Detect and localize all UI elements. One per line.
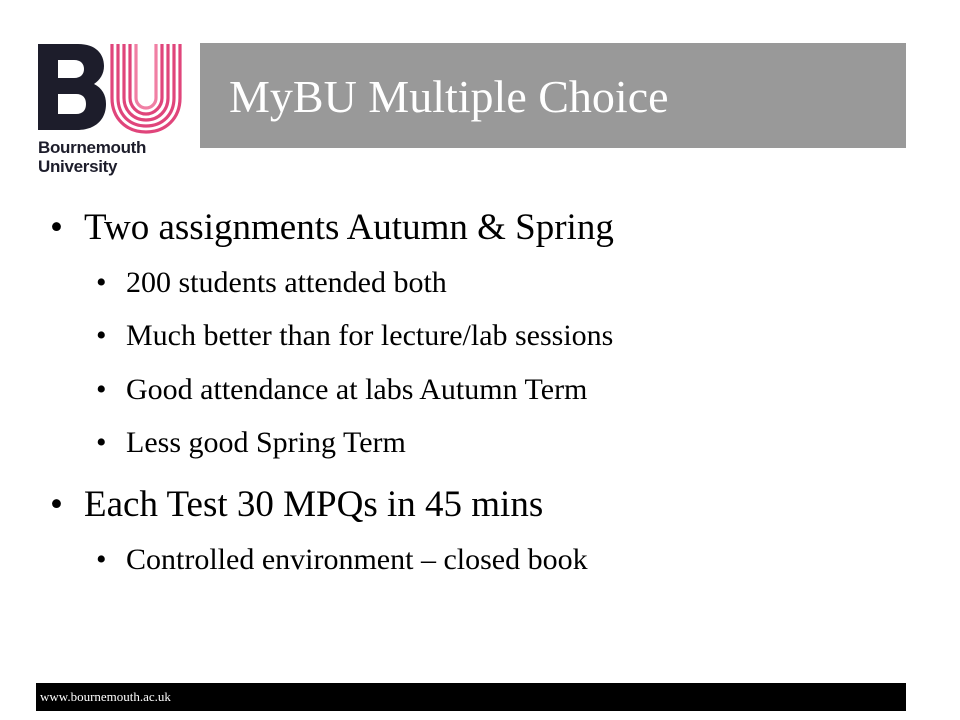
logo-text-line2: University <box>38 157 118 176</box>
bullet-dot-icon: • <box>50 207 63 248</box>
bullet-text: Less good Spring Term <box>126 426 406 459</box>
bullet-text: Controlled environment – closed book <box>126 543 588 576</box>
bullet-text: Much better than for lecture/lab sessions <box>126 319 614 352</box>
slide-title: MyBU Multiple Choice <box>229 71 669 122</box>
bullet-text: Good attendance at labs Autumn Term <box>126 373 588 406</box>
bullet-dot-icon: • <box>96 543 107 576</box>
bullet-dot-icon: • <box>96 266 107 299</box>
logo-text-line1: Bournemouth <box>38 138 147 157</box>
bullet-text: Two assignments Autumn & Spring <box>84 207 614 248</box>
bullet-text: Each Test 30 MPQs in 45 mins <box>84 484 544 525</box>
bullet-dot-icon: • <box>96 373 107 406</box>
bullet-dot-icon: • <box>96 426 107 459</box>
footer-bar <box>36 683 906 711</box>
bullet-dot-icon: • <box>96 319 107 352</box>
bullet-dot-icon: • <box>50 484 63 525</box>
footer-url: www.bournemouth.ac.uk <box>40 689 171 704</box>
bullet-text: 200 students attended both <box>126 266 447 299</box>
